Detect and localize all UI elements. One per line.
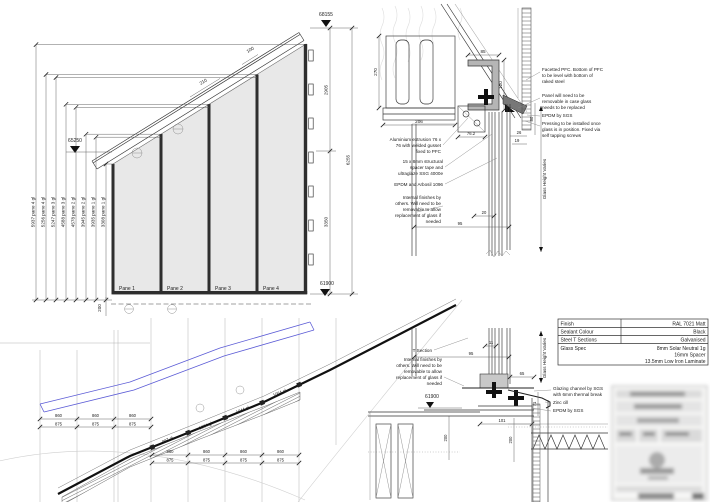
- dim-label: 5937 pane 4 gl: [30, 196, 36, 228]
- glass-width-label: 1064 gl: [272, 387, 287, 398]
- dim-label: 3308 pane 1 gl: [100, 196, 106, 228]
- dim-label: 206: [415, 119, 423, 124]
- dim-label: 19: [514, 138, 520, 143]
- svg-text:self tapping screws: self tapping screws: [542, 133, 582, 138]
- dim-label: 875: [203, 457, 210, 463]
- svg-text:ultraglaze SSG 4000e: ultraglaze SSG 4000e: [398, 171, 443, 176]
- dim-label: 875: [240, 457, 247, 463]
- dim-label: 200: [97, 304, 102, 312]
- dim-label: 860: [277, 449, 284, 454]
- dim-label: 26: [516, 130, 522, 135]
- dim-label: Glass Height Varies: [542, 337, 547, 379]
- svg-text:61900: 61900: [320, 281, 334, 287]
- welded-bracket: [478, 89, 494, 105]
- pane-label: Pane 2: [167, 286, 183, 292]
- dim-label: 875: [277, 457, 284, 463]
- dim-label: 120: [498, 81, 503, 89]
- dimension-ticks: [34, 42, 108, 302]
- setting-out-curves: [0, 300, 462, 502]
- svg-text:T Section: T Section: [412, 348, 432, 353]
- svg-text:raked steel: raked steel: [542, 79, 565, 84]
- edge-clips: [309, 50, 314, 265]
- glass-width-label: 1044 gl: [235, 404, 250, 415]
- dim-label: 200: [443, 434, 448, 442]
- svg-text:EPDM by SGS: EPDM by SGS: [542, 113, 573, 118]
- dim-label: 20: [481, 210, 487, 215]
- dim-label: 101: [498, 418, 506, 423]
- dim-label: 11: [488, 340, 494, 345]
- dim-label: 3350: [323, 216, 329, 228]
- steel-beam-section: [383, 36, 455, 120]
- dim-label: 860: [129, 413, 136, 418]
- svg-text:68155: 68155: [319, 12, 333, 18]
- outer-wall: [532, 398, 548, 502]
- table-value: RAL 7021 Matt: [672, 321, 706, 328]
- elevation-view: [31, 12, 359, 316]
- svg-text:Facetted PFC. Bottom of PFC: Facetted PFC. Bottom of PFC: [542, 67, 604, 72]
- pfc-channel: [468, 60, 499, 110]
- svg-text:removable in case glass: removable in case glass: [542, 99, 592, 104]
- title-block: [612, 386, 707, 500]
- dim-label: 3935 pane 1 gl: [90, 196, 96, 228]
- svg-text:Pressing to be installed once: Pressing to be installed once: [542, 121, 601, 126]
- dim-label: 76.2: [466, 131, 476, 136]
- dim-label: 5247 pane 3 gl: [50, 196, 56, 228]
- svg-text:Internal finishes by: Internal finishes by: [402, 195, 441, 200]
- sill-notes-right: [531, 386, 603, 413]
- svg-text:Zinc cill: Zinc cill: [553, 400, 569, 405]
- svg-text:to be level with bottom of: to be level with bottom of: [542, 73, 593, 78]
- level-marker: [418, 394, 462, 408]
- dim-label: 95: [457, 221, 463, 226]
- right-dimension-lines: [310, 28, 358, 294]
- svg-text:76 with welded gusset: 76 with welded gusset: [395, 143, 441, 148]
- dim-label: 200: [508, 436, 513, 444]
- svg-text:Panel will need to be: Panel will need to be: [542, 93, 585, 98]
- table-label: Steel T Sections: [560, 337, 597, 344]
- dim-label: 210: [198, 77, 208, 86]
- svg-text:65250: 65250: [68, 138, 82, 144]
- dim-label: 100: [245, 45, 255, 54]
- table-value: 13.5mm Low Iron Laminate: [644, 359, 706, 365]
- svg-text:Aluminium extrusion 76 x: Aluminium extrusion 76 x: [389, 137, 441, 142]
- table-value: 8mm Solar Neutral 1g: [656, 346, 706, 352]
- glass-width-label: 1004 gl: [198, 420, 213, 431]
- dim-label: 4578 pane 2 gl: [70, 196, 76, 228]
- dim-label: 875: [92, 421, 99, 427]
- level-marker-mid: [66, 138, 112, 153]
- dim-label: 860: [166, 449, 174, 454]
- svg-text:spacer tape and: spacer tape and: [410, 165, 443, 170]
- dim-label: 3945 pane 2 gl: [80, 196, 86, 228]
- dim-label: 65: [519, 371, 525, 376]
- dim-label: 270: [373, 68, 378, 76]
- table-value: 16mm Spacer: [674, 352, 706, 359]
- svg-text:replacement of glass if: replacement of glass if: [395, 213, 441, 218]
- floor-buildup-right: [508, 424, 608, 449]
- dim-label: 4588 pane 3 gl: [60, 196, 66, 228]
- dim-label: 875: [166, 457, 174, 463]
- table-value: Galvanised: [680, 337, 706, 344]
- dim-label: 860: [55, 413, 62, 418]
- dim-label: 95: [468, 351, 474, 356]
- level-marker-top: [319, 12, 333, 27]
- dim-label: 860: [240, 449, 247, 454]
- svg-text:EPDM by SGS: EPDM by SGS: [553, 408, 584, 413]
- dim-label: 860: [203, 449, 210, 454]
- table-label: Finish: [560, 321, 574, 328]
- dim-label: 80: [529, 116, 534, 122]
- svg-text:needs to be replaced: needs to be replaced: [542, 105, 585, 110]
- svg-text:needed: needed: [426, 381, 442, 386]
- table-value: Black: [693, 329, 706, 336]
- break-line: [486, 250, 510, 257]
- svg-text:15 x 8mm structural: 15 x 8mm structural: [402, 159, 443, 164]
- svg-text:glass is in position. Fixed vi: glass is in position. Fixed via: [542, 127, 601, 132]
- svg-text:removable to allow: removable to allow: [402, 207, 441, 212]
- svg-text:fixed to PFC: fixed to PFC: [415, 149, 441, 154]
- detail-marker-icon: [196, 404, 204, 412]
- grid-bubble-icon: [125, 305, 177, 314]
- svg-text:61900: 61900: [425, 394, 439, 400]
- svg-text:EPDM and Arbosil 1096: EPDM and Arbosil 1096: [394, 182, 443, 187]
- dim-label: 85: [480, 49, 486, 54]
- dim-label: Glass Height Varies: [542, 158, 547, 200]
- dim-label: 875: [129, 421, 136, 427]
- sill-notes-left: [396, 338, 468, 386]
- table-label: Sealant Colour: [560, 329, 594, 336]
- dim-label: 2905: [323, 84, 329, 96]
- wall-hatch-band: [62, 392, 300, 502]
- dim-label: 875: [55, 421, 62, 427]
- svg-text:needed: needed: [425, 219, 441, 224]
- glass-width-label: 997 gl: [161, 435, 174, 445]
- glazing-plan-line: [58, 299, 456, 494]
- svg-text:Internal finishes by: Internal finishes by: [403, 357, 442, 362]
- dim-label: 860: [92, 413, 99, 418]
- svg-text:Glazing channel by SGS: Glazing channel by SGS: [553, 386, 604, 391]
- dim-label: 6255: [345, 154, 351, 166]
- svg-text:others. Will need to be: others. Will need to be: [395, 201, 441, 206]
- floor-buildup-left: [368, 412, 534, 500]
- pane-label: Pane 4: [263, 286, 279, 292]
- pane-label: Pane 1: [119, 286, 135, 292]
- table-label: Glass Spec: [560, 346, 587, 352]
- detail-marker-icon: [236, 386, 244, 394]
- level-marker-bottom: [320, 281, 334, 296]
- spec-table: [558, 319, 708, 365]
- svg-text:others. Will need to be: others. Will need to be: [396, 363, 442, 368]
- pane-label: Pane 3: [215, 286, 231, 292]
- glass-unit-lines: [489, 104, 510, 256]
- head-detail-view: [373, 4, 604, 257]
- plan-gridlines: [0, 318, 336, 502]
- head-notes-left: [390, 118, 497, 224]
- svg-text:removable to allow: removable to allow: [403, 369, 442, 374]
- left-dimension-lines: [36, 45, 106, 300]
- svg-text:with 6mm thermal break: with 6mm thermal break: [553, 392, 603, 397]
- svg-text:replacement of glass if: replacement of glass if: [396, 375, 442, 380]
- plan-view: [0, 299, 462, 502]
- dim-label: 5256 pane 4 gl: [40, 196, 46, 228]
